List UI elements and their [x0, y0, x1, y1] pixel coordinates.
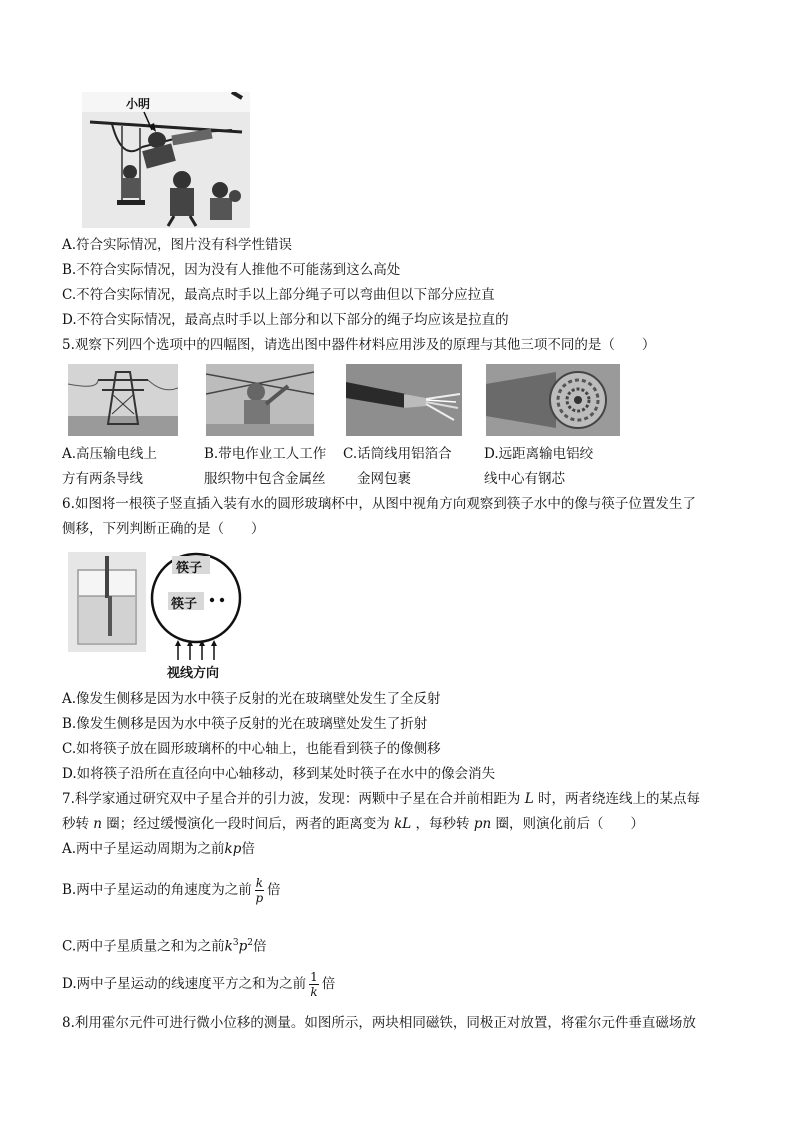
- glass-cup-photo: [68, 552, 146, 652]
- q7-option-c-p: p: [238, 938, 248, 955]
- q7-option-d-suffix: 倍: [321, 976, 336, 992]
- q7-option-c: [62, 934, 266, 956]
- q7-option-d-den: k: [310, 985, 318, 999]
- view-direction-label: 视线方向: [167, 666, 220, 681]
- chopstick-label-bottom: 筷子: [171, 597, 198, 612]
- q5-stem: 5.观察下列四个选项中的四幅图，请选出图中器件材料应用涉及的原理与其他三项不同的是（ ）: [62, 337, 656, 353]
- q7-option-d-text: D.两中子星运动的线速度平方之和为之前: [62, 976, 307, 992]
- q4-option-c: C.不符合实际情况，最高点时手以上部分绳子可以弯曲但以下部分应拉直: [62, 287, 495, 303]
- q7-option-c-k: k: [224, 938, 233, 955]
- q7-option-d-num: 1: [310, 970, 318, 984]
- q6-option-c: C.如将筷子放在圆形玻璃杯的中心轴上，也能看到筷子的像侧移: [62, 741, 441, 757]
- steel-core-cable-photo: [486, 364, 620, 436]
- q7-stem2-part-c: ，每秒转: [415, 816, 470, 832]
- q6-option-b: B.像发生侧移是因为水中筷子反射的光在玻璃壁处发生了折射: [62, 716, 428, 732]
- mic-cable-photo: [346, 364, 462, 436]
- chopstick-label-top: 筷子: [176, 561, 203, 576]
- q7-option-b-fraction: [255, 876, 264, 905]
- q7-option-d: [62, 966, 335, 1002]
- power-tower-photo: [68, 364, 178, 436]
- q5-option-b-line1: B.带电作业工人工作: [204, 446, 327, 462]
- q5-option-c-line2: 金网包裹: [357, 471, 411, 487]
- q7-option-b-text: B.两中子星运动的角速度为之前: [62, 882, 252, 898]
- q5-option-b-line2: 服织物中包含金属丝: [204, 471, 326, 487]
- q7-option-c-exp1: 3: [232, 938, 239, 948]
- q4-option-a: A.符合实际情况，图片没有科学性错误: [62, 237, 293, 253]
- q7-option-a-text: A.两中子星运动周期为之前: [62, 841, 225, 857]
- q7-option-b-den: p: [255, 891, 264, 905]
- q6-stem-line1: 6.如图将一根筷子竖直插入装有水的圆形玻璃杯中，从图中视角方向观察到筷子水中的像与筷子位置发生了: [62, 496, 696, 512]
- q5-option-d-line2: 线中心有钢芯: [484, 471, 565, 487]
- q7-stem2-part-a: 秒转: [62, 816, 89, 832]
- q4-option-d: D.不符合实际情况，最高点时手以上部分和以下部分的绳子均应该是拉直的: [62, 312, 509, 328]
- xiaoming-label: 小明: [126, 97, 151, 111]
- q7-option-b: [62, 872, 281, 908]
- q8-stem: 8.利用霍尔元件可进行微小位移的测量。如图所示，两块相同磁铁，同极正对放置，将霍尔元件垂直磁场放: [62, 1015, 696, 1031]
- q7-option-a-var: kp: [224, 841, 242, 857]
- q5-option-a-line2: 方有两条导线: [62, 471, 143, 487]
- live-worker-photo: [206, 364, 314, 436]
- q7-stem2-part-d: 圈，则演化前后（ ）: [495, 816, 644, 832]
- q7-var-n: n: [93, 816, 102, 832]
- q5-option-c-line1: C.话筒线用铝箔合: [343, 446, 452, 462]
- q6-stem-line2: 侧移，下列判断正确的是（ ）: [62, 521, 265, 537]
- q7-option-b-suffix: 倍: [267, 882, 281, 898]
- q7-var-l: L: [524, 791, 534, 807]
- q7-option-d-fraction: [309, 970, 319, 999]
- q7-var-pn: pn: [473, 816, 492, 832]
- q7-option-c-exp2: 2: [247, 938, 253, 948]
- q7-option-c-text: C.两中子星质量之和为之前: [62, 938, 225, 955]
- q6-option-a: A.像发生侧移是因为水中筷子反射的光在玻璃壁处发生了全反射: [62, 691, 441, 707]
- q7-option-c-suffix: 倍: [252, 938, 267, 955]
- q5-option-d-line1: D.远距离输电铝绞: [484, 446, 594, 462]
- q5-option-a-line1: A.高压输电线上: [62, 446, 158, 462]
- q7-option-a-suffix: 倍: [241, 841, 255, 857]
- q7-var-kl: kL: [394, 816, 412, 832]
- q7-option-b-num: k: [255, 876, 263, 890]
- q4-option-b: B.不符合实际情况，因为没有人推他不可能荡到这么高处: [62, 262, 401, 278]
- swing-cartoon-figure: [82, 92, 250, 228]
- q7-stem-part-a: 7.科学家通过研究双中子星合并的引力波，发现：两颗中子星在合并前相距为: [62, 791, 521, 807]
- q7-option-a: [62, 840, 255, 858]
- q7-stem-line2: [62, 815, 644, 833]
- q7-stem-part-b: 时，两者绕连线上的某点每: [537, 791, 700, 807]
- q6-option-d: D.如将筷子沿所在直径向中心轴移动，移到某处时筷子在水中的像会消失: [62, 766, 496, 782]
- q7-stem2-part-b: 圈；经过缓慢演化一段时间后，两者的距离变为: [106, 816, 390, 832]
- q7-stem-line1: [62, 790, 700, 808]
